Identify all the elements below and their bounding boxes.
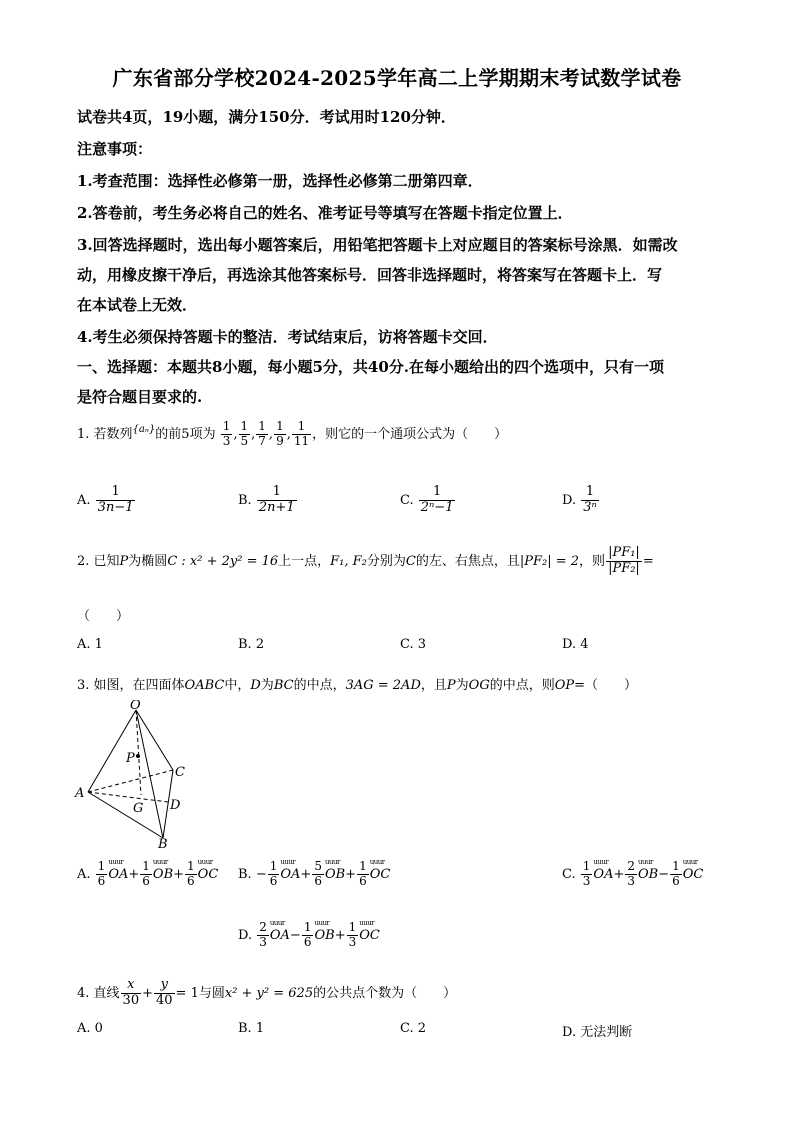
q2-option-c: C. 3 [400,637,427,652]
q1-option-d: D. $\frac{1}{\text{3ⁿ}}$ [562,484,597,515]
page-title: 广东省部分学校2024-2025学年高二上学期期末考试数学试卷 [112,66,682,90]
q3-option-c: C. $\frac{1}{3}$ uuur OA+ $\frac{2}{3}$ uuur OB− $\frac{1}{6}$ uuur OC [562,860,703,889]
q2-paren: （ ） [77,609,130,624]
edge-ab [88,792,163,838]
q4-option-b: B. 1 [238,1021,265,1036]
q4-option-c: C. 2 [400,1021,427,1036]
label-o: O [130,700,141,713]
q3-option-d: D. $\frac{2}{3}$ uuur OA− $\frac{1}{6}$ uuur OB+ $\frac{1}{3}$ uuur OC [238,921,380,950]
edge-oc [136,710,173,770]
question-4: 4. 直线 $\frac{x}{30}$ + $\frac{y}{40}$ = 1与圆x² + y² = 625的公共点个数为（ ） [77,977,457,1008]
q1-option-c: C. $\frac{1}{\text{2ⁿ−1}}$ [400,484,454,515]
section-heading: 一、选择题：本题共8小题，每小题5分，共40分.在每小题给出的四个选项中，只有一项 [77,358,664,376]
notice-item: 2.答卷前，考生务必将自己的姓名、准考证号等填写在答题卡指定位置上． [77,204,573,222]
q3-option-a: A. $\frac{1}{6}$ uuur OA+ $\frac{1}{6}$ uuur OB+ $\frac{1}{6}$ uuur OC [77,860,218,889]
exam-intro: 试卷共4页，19小题，满分150分．考试用时120分钟． [77,108,456,126]
notice-item: 1.考查范围：选择性必修第一册，选择性必修第二册第四章． [77,172,483,190]
q2-option-a: A. 1 [77,637,103,652]
q2-option-b: B. 2 [238,637,265,652]
question-3: 3. 如图，在四面体OABC中，D为BC的中点，3AG = 2AD，且P为OG的中点，则OP=（ ） [77,678,638,693]
q4-option-d: D. 无法判断 [562,1025,633,1040]
notice-item: 4.考生必须保持答题卡的整洁．考试结束后，访将答题卡交回． [77,328,498,346]
notice-item: 在本试卷上无效． [77,296,198,314]
q1-option-b: B. $\frac{1}{2n+1}$ [238,484,295,515]
q2-option-d: D. 4 [562,637,589,652]
edge-ad [88,792,168,802]
notice-heading: 注意事项： [77,140,153,158]
q4-option-a: A. 0 [77,1021,103,1036]
notice-item: 动，用橡皮擦干净后，再选涂其他答案标号．回答非选择题时，将答案写在答题卡上．写 [77,266,663,284]
label-p: P [126,751,135,766]
question-1: 1. 若数列$^{\{a_n\}}$的前5项为 $\frac{1}{3}$ , $\frac{1}{5}$ , $\frac{1}{7}$ , $\frac{1}{9}$ , $\frac{1}{11}$ ，则它的一个通项公式为（ ） [77,419,508,448]
question-2: 2. 已知P为椭圆C : x² + 2y² = 16上一点，F₁, F₂分别为C的左、右焦点，且|PF₂| = 2，则 $\frac{\text{|PF₁|}}{\text{|PF₂|}}$ = [77,545,654,576]
q3-option-b: B. − $\frac{1}{6}$ uuur OA+ $\frac{5}{6}$ uuur OB+ $\frac{1}{6}$ uuur OC [238,860,390,889]
label-g: G [133,801,144,816]
notice-item: 3.回答选择题时，选出每小题答案后，用铅笔把答题卡上对应题目的答案标号涂黑．如需改 [77,236,678,254]
label-b: B [158,837,168,850]
section-heading-cont: 是符合题目要求的. [77,388,203,406]
label-d: D [170,798,181,813]
label-c: C [175,765,185,780]
label-a: A [75,786,85,801]
q1-option-a: A. $\frac{1}{3n-1}$ [77,484,134,515]
tetrahedron-figure [72,700,202,850]
point-p [136,754,140,758]
edge-ac [88,770,173,792]
